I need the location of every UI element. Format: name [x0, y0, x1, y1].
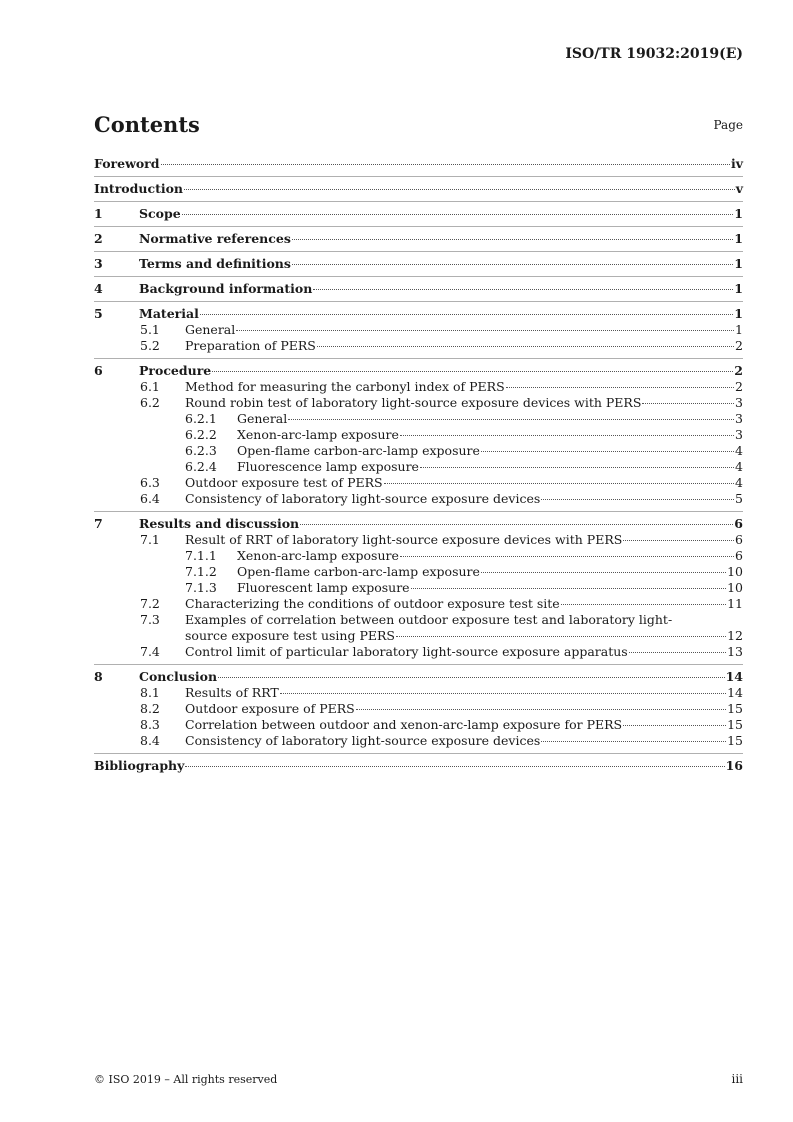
toc-entry-6-2[interactable]: 6.2 Round robin test of laboratory light-source exposure devices with PERS 3	[140, 395, 743, 410]
toc-entry-7-1-1[interactable]: 7.1.1 Xenon-arc-lamp exposure 6	[185, 548, 743, 563]
copyright-notice: © ISO 2019 – All rights reserved	[94, 1073, 278, 1086]
toc-entry-8-4[interactable]: 8.4 Consistency of laboratory light-source exposure devices 15	[140, 733, 743, 748]
toc-entry-7-4[interactable]: 7.4 Control limit of particular laboratory light-source exposure apparatus 13	[140, 644, 743, 659]
toc-entry-1[interactable]: 1 Scope 1	[94, 206, 743, 221]
toc-entry-3[interactable]: 3 Terms and definitions 1	[94, 256, 743, 271]
toc-entry-7-3[interactable]: 7.3 Examples of correlation between outdoor exposure test and laboratory light-	[140, 612, 673, 627]
toc-entry-6-2-4[interactable]: 6.2.4 Fluorescence lamp exposure 4	[185, 459, 743, 474]
toc-entry-foreword[interactable]: Foreword iv	[94, 156, 743, 171]
toc-entry-8-1[interactable]: 8.1 Results of RRT 14	[140, 685, 743, 700]
toc-entry-bibliography[interactable]: Bibliography 16	[94, 758, 743, 773]
document-id: ISO/TR 19032:2019(E)	[565, 46, 743, 62]
toc-entry-8-2[interactable]: 8.2 Outdoor exposure of PERS 15	[140, 701, 743, 716]
toc-entry-6-2-3[interactable]: 6.2.3 Open-flame carbon-arc-lamp exposure 4	[185, 443, 743, 458]
toc-entry-2[interactable]: 2 Normative references 1	[94, 231, 743, 246]
toc-entry-7[interactable]: 7 Results and discussion 6	[94, 516, 743, 531]
toc-entry-6-2-1[interactable]: 6.2.1 General 3	[185, 411, 743, 426]
toc-entry-7-3-continued[interactable]: source exposure test using PERS 12	[185, 628, 743, 643]
toc-entry-6[interactable]: 6 Procedure 2	[94, 363, 743, 378]
toc-entry-5-2[interactable]: 5.2 Preparation of PERS 2	[140, 338, 743, 353]
toc-entry-6-1[interactable]: 6.1 Method for measuring the carbonyl index of PERS 2	[140, 379, 743, 394]
toc-entry-7-1-3[interactable]: 7.1.3 Fluorescent lamp exposure 10	[185, 580, 743, 595]
toc-entry-6-3[interactable]: 6.3 Outdoor exposure test of PERS 4	[140, 475, 743, 490]
toc-entry-7-1-2[interactable]: 7.1.2 Open-flame carbon-arc-lamp exposure 10	[185, 564, 743, 579]
toc-entry-7-2[interactable]: 7.2 Characterizing the conditions of outdoor exposure test site 11	[140, 596, 743, 611]
toc-entry-8[interactable]: 8 Conclusion 14	[94, 669, 743, 684]
toc-entry-8-3[interactable]: 8.3 Correlation between outdoor and xenon-arc-lamp exposure for PERS 15	[140, 717, 743, 732]
toc-entry-introduction[interactable]: Introduction v	[94, 181, 743, 196]
toc-entry-5[interactable]: 5 Material 1	[94, 306, 743, 321]
toc-entry-7-1[interactable]: 7.1 Result of RRT of laboratory light-source exposure devices with PERS 6	[140, 532, 743, 547]
page-title: Contents	[94, 112, 200, 137]
toc-entry-6-2-2[interactable]: 6.2.2 Xenon-arc-lamp exposure 3	[185, 427, 743, 442]
page-number: iii	[731, 1072, 743, 1086]
toc-entry-5-1[interactable]: 5.1 General 1	[140, 322, 743, 337]
page-column-label: Page	[713, 118, 743, 132]
table-of-contents	[94, 156, 743, 774]
toc-entry-6-4[interactable]: 6.4 Consistency of laboratory light-source exposure devices 5	[140, 491, 743, 506]
toc-entry-4[interactable]: 4 Background information 1	[94, 281, 743, 296]
